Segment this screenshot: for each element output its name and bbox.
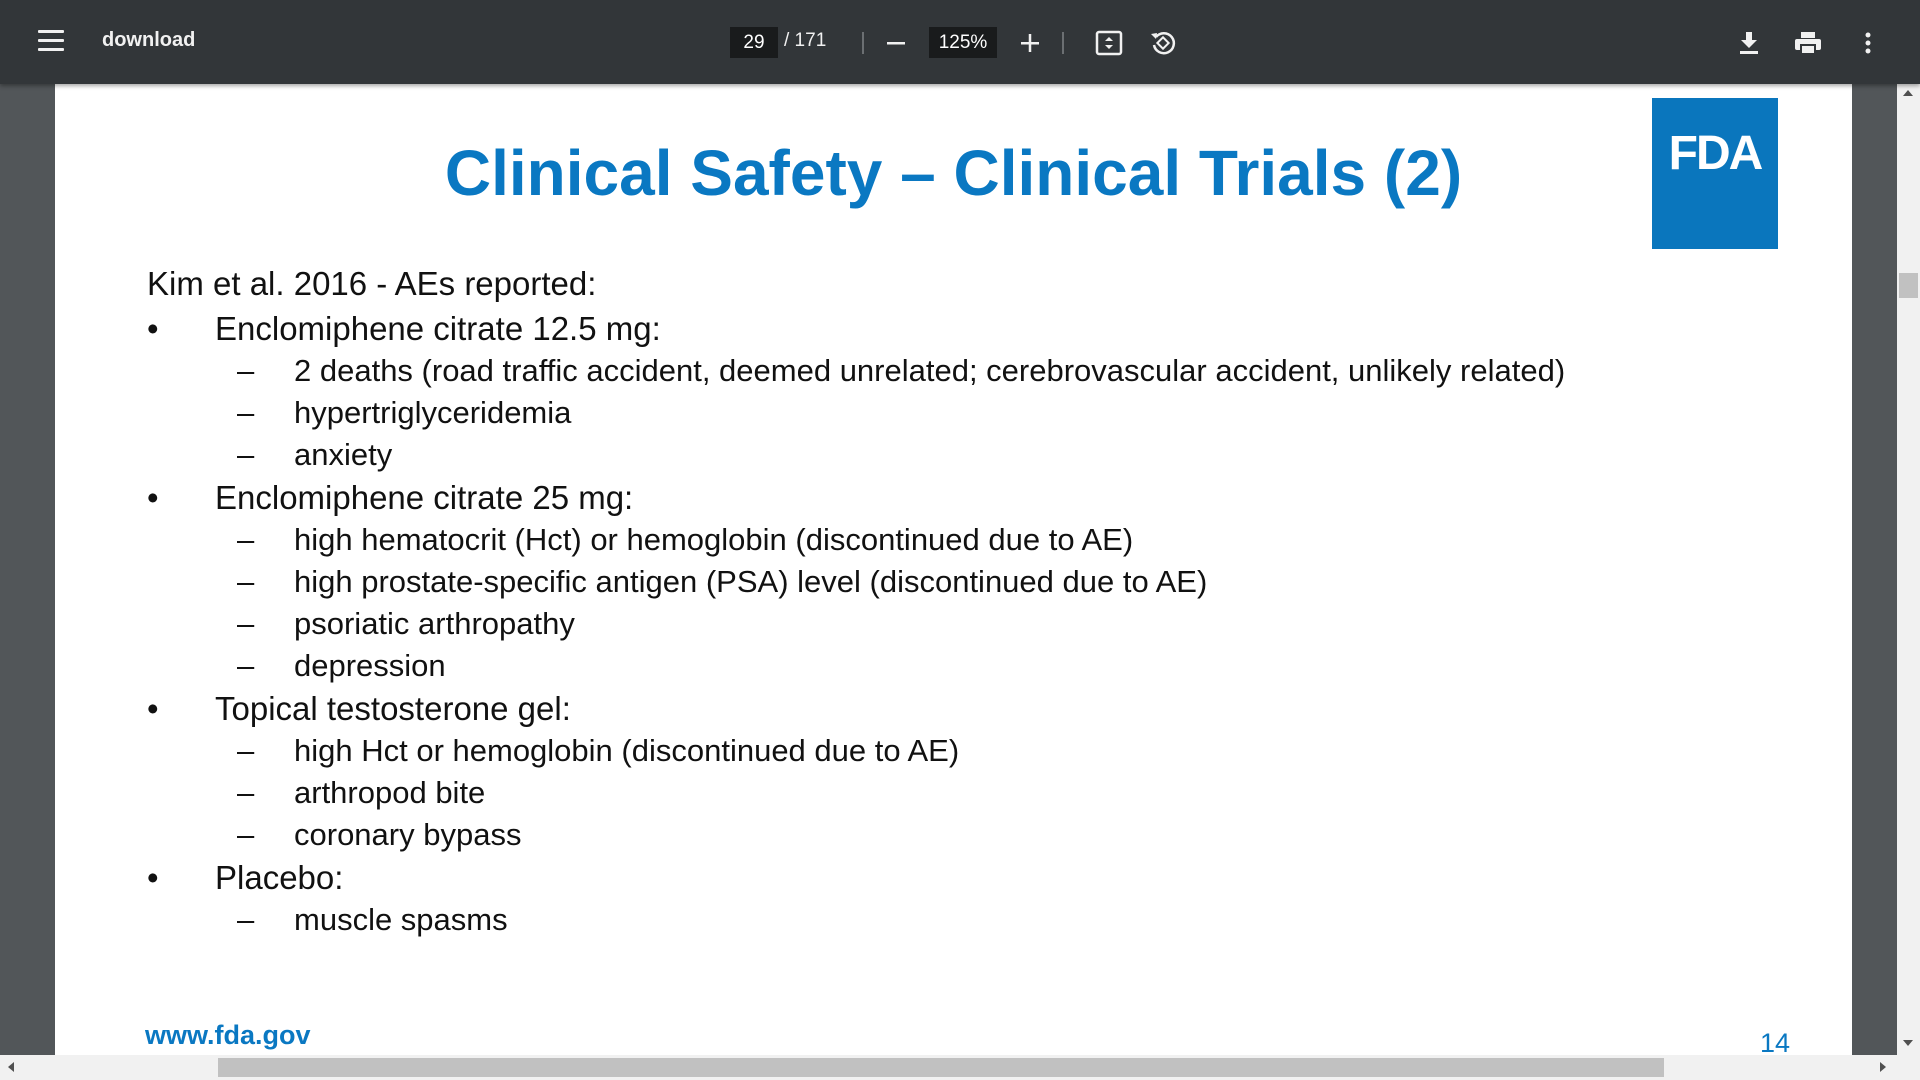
fit-to-page-button[interactable] xyxy=(1090,24,1128,62)
sub-text: hypertriglyceridemia xyxy=(294,395,572,430)
sub-text: 2 deaths (road traffic accident, deemed unrelated; cerebrovascular accident, unlikely related) xyxy=(294,353,1566,388)
rotate-button[interactable] xyxy=(1144,24,1182,62)
sub-text: anxiety xyxy=(294,437,393,472)
bullet-item xyxy=(147,476,1565,519)
sub-item xyxy=(147,899,1565,941)
vertical-scrollbar[interactable] xyxy=(1897,84,1920,1055)
footer-url: www.fda.gov xyxy=(145,1020,311,1050)
print-button[interactable] xyxy=(1789,24,1827,62)
toolbar-divider xyxy=(1062,32,1064,54)
dash-mark: – xyxy=(237,353,255,388)
sub-text: arthropod bite xyxy=(294,775,486,810)
dash-mark: – xyxy=(237,437,255,472)
sub-item xyxy=(147,434,1565,476)
zoom-out-icon xyxy=(886,33,906,53)
fda-logo-text: FDA xyxy=(1668,127,1762,180)
slide-page-number: 14 xyxy=(1760,1028,1791,1055)
bullet-item xyxy=(147,856,1565,899)
print-icon xyxy=(1794,31,1822,55)
fda-logo xyxy=(1652,98,1778,249)
dash-mark: – xyxy=(237,902,255,937)
dash-mark: – xyxy=(237,522,255,557)
vertical-scroll-thumb[interactable] xyxy=(1899,273,1918,298)
bullet-item xyxy=(147,307,1565,350)
sub-item xyxy=(147,392,1565,434)
slide-body xyxy=(147,262,1565,941)
document-title: download xyxy=(102,29,196,51)
bullet-mark: • xyxy=(147,310,159,347)
sub-text: depression xyxy=(294,648,446,683)
sub-text: high hematocrit (Hct) or hemoglobin (discontinued due to AE) xyxy=(294,522,1134,557)
dash-mark: – xyxy=(237,606,255,641)
zoom-out-button[interactable] xyxy=(877,24,915,62)
page-number-input[interactable] xyxy=(730,27,778,58)
fit-page-icon xyxy=(1095,30,1123,56)
sub-text: high prostate-specific antigen (PSA) level (discontinued due to AE) xyxy=(294,564,1208,599)
pdf-page xyxy=(55,84,1852,1055)
zoom-level-input[interactable] xyxy=(929,27,997,58)
bullet-text: Topical testosterone gel: xyxy=(215,690,571,727)
more-options-button[interactable] xyxy=(1849,24,1887,62)
sub-item xyxy=(147,814,1565,856)
pdf-toolbar xyxy=(0,0,1920,84)
sub-item xyxy=(147,603,1565,645)
rotate-icon xyxy=(1148,28,1178,58)
sub-item xyxy=(147,772,1565,814)
sub-item xyxy=(147,645,1565,687)
toolbar-divider xyxy=(862,32,864,54)
bullet-item xyxy=(147,687,1565,730)
sub-item xyxy=(147,519,1565,561)
more-options-icon xyxy=(1864,32,1872,54)
download-button[interactable] xyxy=(1730,24,1768,62)
dash-mark: – xyxy=(237,564,255,599)
zoom-in-button[interactable] xyxy=(1011,24,1049,62)
total-pages: / 171 xyxy=(784,30,827,51)
dash-mark: – xyxy=(237,817,255,852)
bullet-mark: • xyxy=(147,859,159,896)
sub-text: muscle spasms xyxy=(294,902,508,937)
bullet-text: Placebo: xyxy=(215,859,344,896)
scroll-left-icon[interactable] xyxy=(8,1062,14,1072)
sub-item xyxy=(147,561,1565,603)
sub-text: coronary bypass xyxy=(294,817,522,852)
sub-text: psoriatic arthropathy xyxy=(294,606,575,641)
dash-mark: – xyxy=(237,733,255,768)
bullet-text: Enclomiphene citrate 25 mg: xyxy=(215,479,634,516)
sub-text: high Hct or hemoglobin (discontinued due to AE) xyxy=(294,733,960,768)
zoom-in-icon xyxy=(1020,33,1040,53)
sub-item xyxy=(147,350,1565,392)
scroll-down-icon[interactable] xyxy=(1903,1040,1913,1046)
dash-mark: – xyxy=(237,648,255,683)
download-icon xyxy=(1738,31,1760,55)
slide-lead: Kim et al. 2016 - AEs reported: xyxy=(147,265,597,302)
scroll-right-icon[interactable] xyxy=(1880,1062,1886,1072)
bullet-mark: • xyxy=(147,690,159,727)
dash-mark: – xyxy=(237,395,255,430)
dash-mark: – xyxy=(237,775,255,810)
scroll-up-icon[interactable] xyxy=(1903,90,1913,96)
menu-icon[interactable] xyxy=(38,30,64,52)
bullet-mark: • xyxy=(147,479,159,516)
slide-title: Clinical Safety – Clinical Trials (2) xyxy=(444,137,1463,209)
horizontal-scroll-thumb[interactable] xyxy=(218,1058,1664,1077)
bullet-text: Enclomiphene citrate 12.5 mg: xyxy=(215,310,661,347)
sub-item xyxy=(147,730,1565,772)
